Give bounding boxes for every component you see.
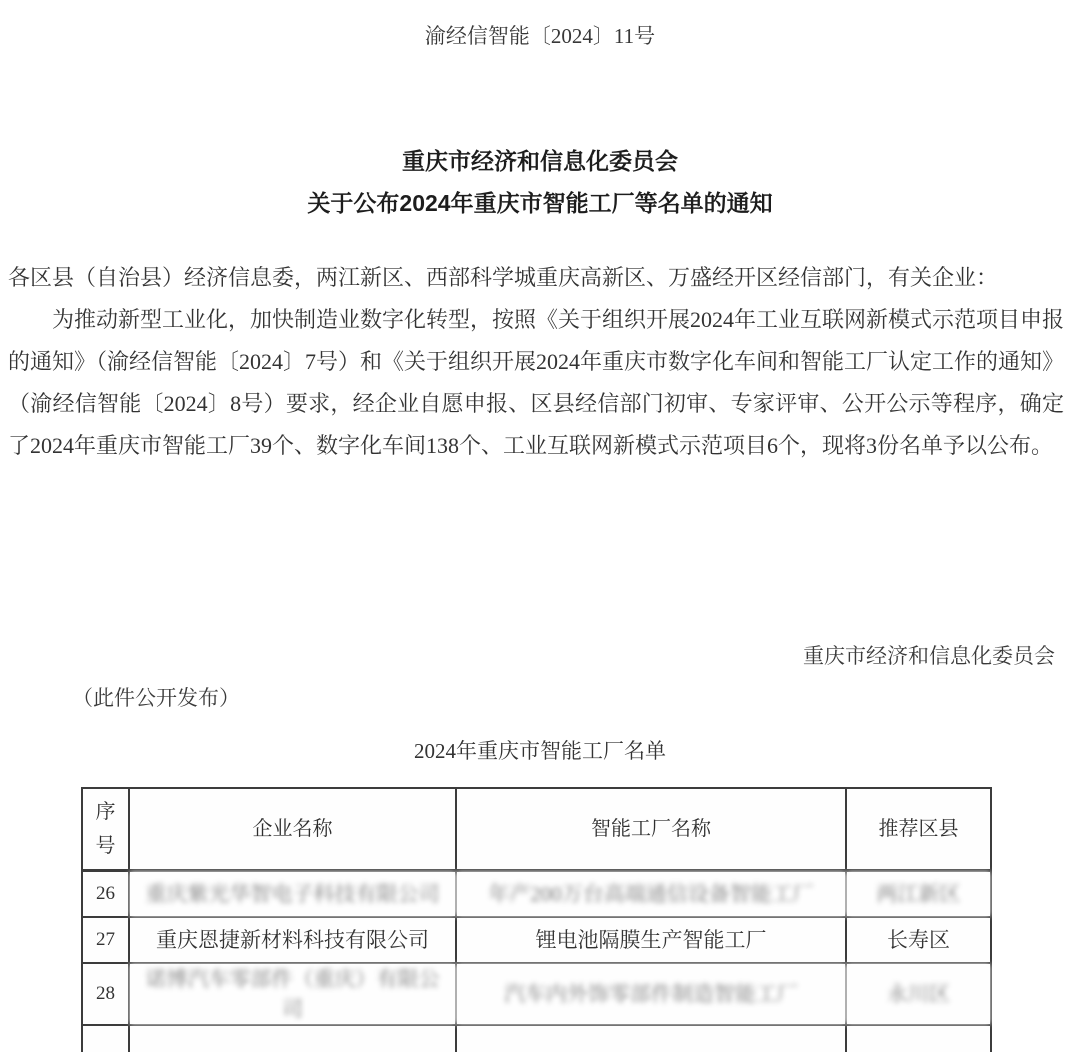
doc-number: 渝经信智能〔2024〕11号 (424, 24, 656, 48)
table-row-partial (82, 1025, 991, 1052)
issuer-signature: 重庆市经济和信息化委员会 (803, 644, 1055, 668)
row-factory-cell: 汽车内外饰零部件制造智能工厂 (456, 963, 846, 1025)
row-district-cell: 长寿区 (846, 917, 991, 963)
row-factory-cell: 锂电池隔膜生产智能工厂 (456, 917, 846, 963)
row-district-cell: 永川区 (846, 963, 991, 1025)
row-seq-cell: 26 (82, 871, 129, 918)
row-district-cell: 两江新区 (846, 871, 991, 918)
row-seq-cell: 28 (82, 963, 129, 1025)
public-release-note: （此件公开发布） (72, 686, 240, 710)
row-company-cell: 重庆恩捷新材料科技有限公司 (129, 917, 456, 963)
col-header-company: 企业名称 (129, 788, 456, 871)
table-body (82, 871, 991, 1052)
doc-title-issuer: 重庆市经济和信息化委员会 (402, 148, 678, 174)
doc-body (8, 257, 1064, 467)
row-factory-cell: 年产200万台高端通信设备智能工厂 (456, 871, 846, 918)
row-company-cell: 诺博汽车零部件（重庆）有限公司 (129, 963, 456, 1025)
table-row (82, 963, 991, 1025)
doc-title (0, 140, 1080, 224)
table-row (82, 917, 991, 963)
body-paragraph: 为推动新型工业化，加快制造业数字化转型，按照《关于组织开展2024年工业互联网新模式示范项目申报的通知》（渝经信智能〔2024〕7号）和《关于组织开展2024年重庆市数字化车间和智能工厂认定工作的通知》（渝经信智能〔2024〕8号）要求，经企业自愿申报、区县经信部门初审、专家评审、公开公示等程序，确定了2024年重庆市智能工厂39个、数字化车间138个、工业互联网新模式示范项目6个，现将3份名单予以公布。 (8, 307, 1065, 458)
salutation-line: 各区县（自治县）经济信息委，两江新区、西部科学城重庆高新区、万盛经开区经信部门，有关企业： (8, 265, 999, 290)
table-title: 2024年重庆市智能工厂名单 (414, 739, 666, 763)
doc-title-subject: 关于公布2024年重庆市智能工厂等名单的通知 (307, 190, 773, 216)
col-header-district: 推荐区县 (846, 788, 991, 871)
smart-factory-table (81, 787, 992, 1052)
col-header-seq: 序号 (82, 788, 129, 871)
table-header-row (82, 788, 991, 871)
table-row (82, 871, 991, 918)
row-seq-cell: 27 (82, 917, 129, 963)
row-company-cell: 重庆紫光华智电子科技有限公司 (129, 871, 456, 918)
col-header-factory: 智能工厂名称 (456, 788, 846, 871)
